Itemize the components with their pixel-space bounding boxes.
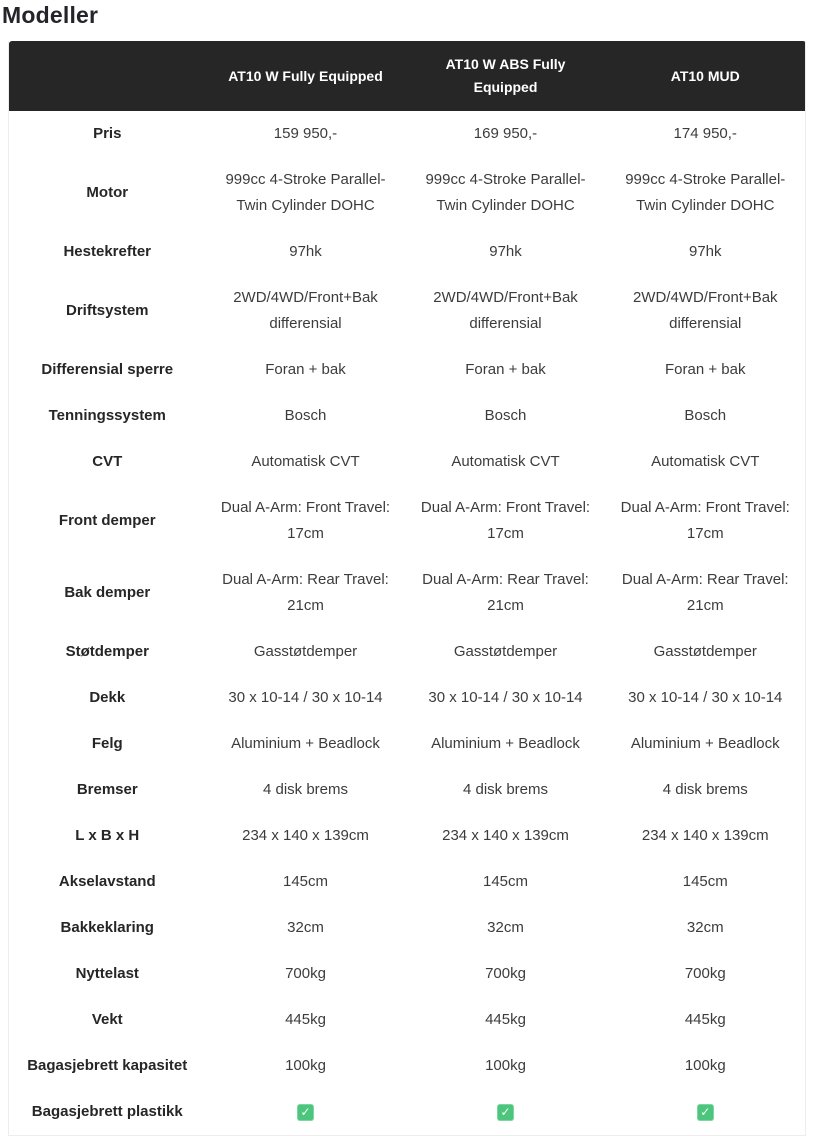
row-label: Bagasjebrett plastikk [9,1089,206,1136]
value-cell: Gasstøtdemper [606,629,806,675]
value-cell: 999cc 4-Stroke Parallel-Twin Cylinder DOHC [606,157,806,229]
row-label: Bakkeklaring [9,905,206,951]
row-label: Tenningssystem [9,393,206,439]
value-cell: Aluminium + Beadlock [406,721,606,767]
row-label: Differensial sperre [9,347,206,393]
table-header-row [9,41,806,111]
value-cell: 700kg [206,951,406,997]
value-cell: 174 950,- [606,111,806,157]
check-cell [406,1089,606,1136]
value-cell: Foran + bak [606,347,806,393]
value-cell: 999cc 4-Stroke Parallel-Twin Cylinder DOHC [406,157,606,229]
value-cell: 169 950,- [406,111,606,157]
table-row [9,275,806,347]
value-cell: 700kg [606,951,806,997]
value-cell: Dual A-Arm: Front Travel: 17cm [206,485,406,557]
value-cell: 999cc 4-Stroke Parallel-Twin Cylinder DOHC [206,157,406,229]
check-icon: ✓ [297,1104,314,1121]
value-cell: 145cm [606,859,806,905]
value-cell: 234 x 140 x 139cm [206,813,406,859]
check-icon: ✓ [497,1104,514,1121]
table-body [9,111,806,1136]
check-icon: ✓ [697,1104,714,1121]
row-label: Driftsystem [9,275,206,347]
value-cell: Foran + bak [406,347,606,393]
value-cell: Gasstøtdemper [406,629,606,675]
row-label: Støtdemper [9,629,206,675]
value-cell: Automatisk CVT [406,439,606,485]
table-row [9,629,806,675]
table-row [9,675,806,721]
value-cell: 30 x 10-14 / 30 x 10-14 [206,675,406,721]
value-cell: 100kg [206,1043,406,1089]
value-cell: 32cm [606,905,806,951]
value-cell: 100kg [406,1043,606,1089]
row-label: Nyttelast [9,951,206,997]
check-cell [606,1089,806,1136]
value-cell: Dual A-Arm: Rear Travel: 21cm [406,557,606,629]
table-row [9,721,806,767]
table-row [9,393,806,439]
row-label: Hestekrefter [9,229,206,275]
column-header-empty [9,41,206,111]
table-row [9,347,806,393]
column-header-model-3: AT10 MUD [606,41,806,111]
row-label: Vekt [9,997,206,1043]
value-cell: 234 x 140 x 139cm [606,813,806,859]
value-cell: Automatisk CVT [206,439,406,485]
value-cell: Aluminium + Beadlock [206,721,406,767]
row-label: Akselavstand [9,859,206,905]
value-cell: 445kg [406,997,606,1043]
column-header-model-2: AT10 W ABS Fully Equipped [406,41,606,111]
table-row [9,439,806,485]
row-label: L x B x H [9,813,206,859]
value-cell: 97hk [206,229,406,275]
value-cell: 4 disk brems [406,767,606,813]
value-cell: Bosch [406,393,606,439]
table-row [9,557,806,629]
row-label: Motor [9,157,206,229]
value-cell: 234 x 140 x 139cm [406,813,606,859]
table-row [9,111,806,157]
models-comparison-table [8,41,806,1136]
page-title: Modeller [2,2,99,28]
table-row [9,859,806,905]
value-cell: 4 disk brems [206,767,406,813]
table-row [9,767,806,813]
row-label: Felg [9,721,206,767]
value-cell: Dual A-Arm: Front Travel: 17cm [406,485,606,557]
value-cell: Bosch [206,393,406,439]
value-cell: 700kg [406,951,606,997]
table-row [9,157,806,229]
table-row [9,1043,806,1089]
value-cell: 145cm [206,859,406,905]
column-header-model-1: AT10 W Fully Equipped [206,41,406,111]
table-row [9,951,806,997]
row-label: Bagasjebrett kapasitet [9,1043,206,1089]
row-label: CVT [9,439,206,485]
table-row [9,229,806,275]
value-cell: 2WD/4WD/Front+Bak differensial [206,275,406,347]
value-cell: 159 950,- [206,111,406,157]
value-cell: Gasstøtdemper [206,629,406,675]
value-cell: 4 disk brems [606,767,806,813]
value-cell: Dual A-Arm: Rear Travel: 21cm [606,557,806,629]
value-cell: 97hk [606,229,806,275]
value-cell: 32cm [206,905,406,951]
value-cell: 30 x 10-14 / 30 x 10-14 [406,675,606,721]
table-row [9,905,806,951]
value-cell: Bosch [606,393,806,439]
row-label: Bremser [9,767,206,813]
value-cell: Automatisk CVT [606,439,806,485]
value-cell: Foran + bak [206,347,406,393]
table-row [9,813,806,859]
value-cell: 445kg [606,997,806,1043]
value-cell: 100kg [606,1043,806,1089]
table-row [9,997,806,1043]
value-cell: Dual A-Arm: Front Travel: 17cm [606,485,806,557]
value-cell: 145cm [406,859,606,905]
table-row [9,1089,806,1136]
check-cell [206,1089,406,1136]
value-cell: 97hk [406,229,606,275]
value-cell: Aluminium + Beadlock [606,721,806,767]
table-header [9,41,806,111]
value-cell: Dual A-Arm: Rear Travel: 21cm [206,557,406,629]
row-label: Front demper [9,485,206,557]
value-cell: 32cm [406,905,606,951]
table-row [9,485,806,557]
row-label: Dekk [9,675,206,721]
value-cell: 2WD/4WD/Front+Bak differensial [606,275,806,347]
value-cell: 445kg [206,997,406,1043]
row-label: Bak demper [9,557,206,629]
value-cell: 2WD/4WD/Front+Bak differensial [406,275,606,347]
value-cell: 30 x 10-14 / 30 x 10-14 [606,675,806,721]
row-label: Pris [9,111,206,157]
